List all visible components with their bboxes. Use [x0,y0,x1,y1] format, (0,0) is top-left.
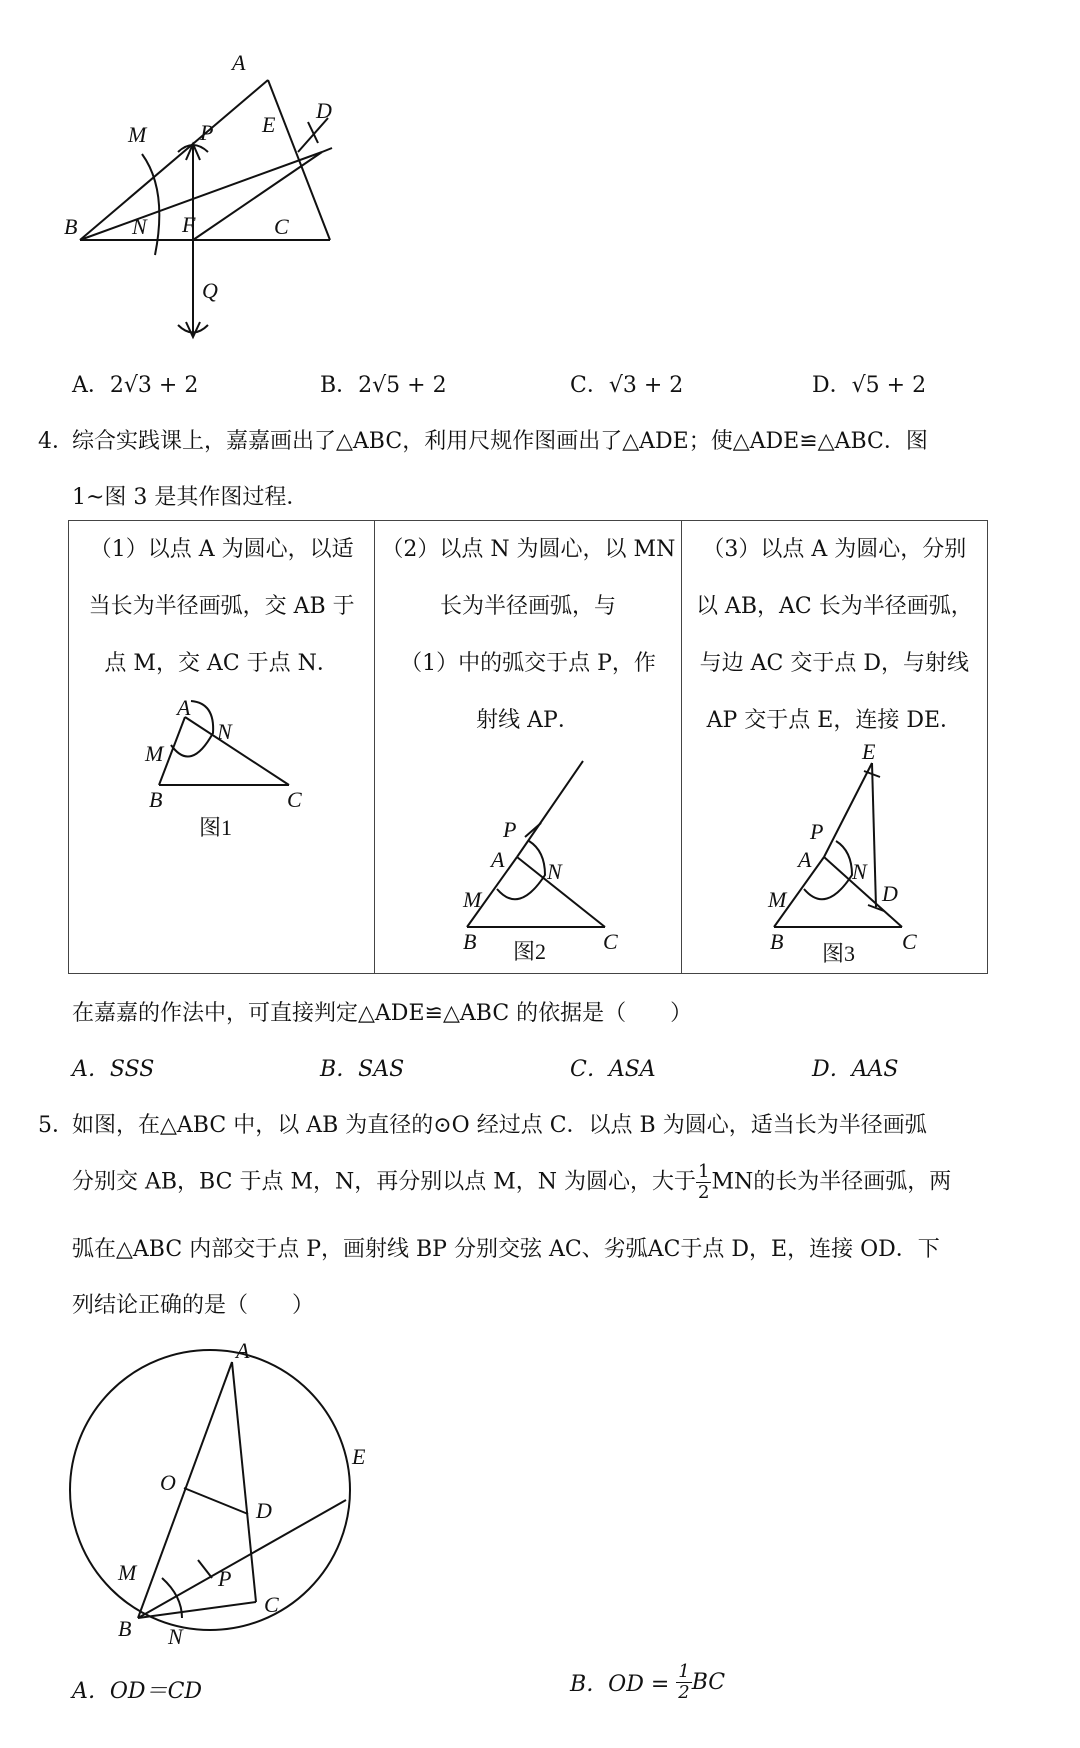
q3-figure [60,40,400,360]
q5-label-o: O [160,1470,176,1495]
q4-step3-line4: AP 交于点 E，连接 DE． [706,708,963,733]
q5-figure [60,1338,366,1649]
q4-figure1 [139,693,339,847]
q4-stem-line1: 综合实践课上，嘉嘉画出了△ABC，利用尺规作图画出了△ADE；使△ADE≌△ABC．图 [72,429,928,454]
q3-label-m: M [128,122,147,147]
q4-fig3-label-c: C [901,929,917,954]
q4-fig2-caption: 图2 [513,939,547,964]
q5-label-d: D [256,1498,272,1523]
q4-fig3-caption: 图3 [821,941,855,966]
q3-label-n: N [132,214,147,239]
q5-line2-a: 分别交 AB，BC 于点 M，N，再分别以点 M，N 为圆心，大于 [72,1169,696,1195]
q4-number: 4． [38,429,74,454]
q3-label-p: P [200,120,214,145]
q4-option-d[interactable]: D．AAS [812,1057,899,1082]
q5-line2-b: MN的长为半径画弧，两 [711,1169,952,1195]
q3-option-d[interactable]: D．√5 + 2 [812,373,927,398]
q4-fig1-label-c: C [287,787,302,812]
q4-step2-cell [375,521,681,974]
q4-figure3 [752,739,962,971]
q4-step3-line1: （3）以点 A 为圆心，分别 [702,537,967,562]
q5-option-a[interactable]: A．OD＝CD [72,1679,203,1704]
q5-option-b[interactable] [570,1662,725,1703]
q4-option-c[interactable]: C．ASA [570,1057,656,1082]
q3-label-e: E [262,112,276,137]
q4-step2-line1: （2）以点 N 为圆心，以 MN [381,537,676,562]
q4-step2-line3: （1）中的弧交于点 P，作 [400,651,656,676]
q4-fig1-label-n: N [217,719,232,744]
q5-label-e: E [352,1444,366,1469]
q4-stem-line2: 1~图 3 是其作图过程． [72,485,309,510]
q5-option-b-suffix: BC [691,1670,726,1695]
q4-fig2-label-m: M [463,887,482,912]
q5-fraction-half [696,1162,711,1203]
q4-fig3-label-b: B [769,929,784,954]
q3-option-c[interactable]: C．√3 + 2 [570,373,684,398]
q4-fig1-label-a: A [177,695,191,720]
q4-step1-line1: （1）以点 A 为圆心，以适 [89,537,354,562]
q4-step3-cell [681,521,987,974]
q4-fig1-label-b: B [149,787,163,812]
q4-fig2-label-c: C [603,929,619,954]
q3-label-d: D [316,98,332,123]
q5-line4: 列结论正确的是（ ） [72,1293,315,1318]
q4-step2-line2: 长为半径画弧，与 [439,594,616,619]
q4-step3-line3: 与边 AC 交于点 D，与射线 [699,651,969,676]
q5-option-b-fraction [676,1662,691,1703]
q4-fig2-label-n: N [547,859,563,884]
q5-label-a: A [236,1338,250,1363]
q5-frac-den: 2 [697,1182,710,1203]
q4-fig3-label-a: A [797,847,812,872]
q5-frac-num: 1 [697,1161,710,1182]
q5-option-b-frac-num: 1 [678,1661,690,1682]
q5-label-p: P [218,1566,232,1591]
q4-fig3-label-p: P [809,819,824,844]
q4-steps-table [68,520,988,974]
q4-fig3-label-n: N [851,859,867,884]
q4-step1-cell [69,521,375,974]
q5-option-b-prefix: B．OD = [570,1672,677,1697]
q4-fig2-label-b: B [463,929,477,954]
q3-option-b[interactable]: B．2√5 + 2 [320,373,447,398]
q5-option-b-frac-den: 2 [678,1682,690,1703]
q4-fig3-label-e: E [861,739,876,764]
q5-label-b: B [118,1616,132,1641]
q5-label-n: N [168,1624,183,1649]
q3-label-q: Q [202,278,218,303]
q5-line3: 弧在△ABC 内部交于点 P，画射线 BP 分别交弦 AC、劣弧AC于点 D，E，连接 OD．下 [72,1237,940,1262]
q4-fig3-label-d: D [881,881,898,906]
q4-option-a[interactable]: A．SSS [72,1057,155,1082]
q5-line1: 如图，在△ABC 中，以 AB 为直径的⊙O 经过点 C．以点 B 为圆心，适当长为半径画弧 [72,1113,927,1138]
q4-question: 在嘉嘉的作法中，可直接判定△ADE≌△ABC 的依据是（ ） [72,1001,693,1026]
q4-option-b[interactable]: B．SAS [320,1057,405,1082]
q4-fig3-label-m: M [767,887,786,912]
q3-label-f: F [182,212,196,237]
q3-option-a[interactable]: A．2√3 + 2 [72,373,199,398]
q4-fig2-label-a: A [491,847,505,872]
q4-figure2 [445,747,655,971]
q3-label-a: A [232,50,246,75]
q4-fig2-label-p: P [503,817,517,842]
q5-label-m: M [118,1560,137,1585]
q4-fig1-caption: 图1 [199,815,233,840]
q5-number: 5． [38,1113,74,1138]
q5-label-c: C [264,1592,279,1617]
q4-fig1-label-m: M [145,741,164,766]
q3-label-b: B [64,214,78,239]
q4-step1-line3: 点 M，交 AC 于点 N． [104,651,339,676]
q5-line2 [72,1162,1052,1203]
q4-step2-line4: 射线 AP． [476,708,580,733]
q4-step3-line2: 以 AB，AC 长为半径画弧， [695,594,973,619]
q3-label-c: C [274,214,289,239]
q4-step1-line2: 当长为半径画弧，交 AB 于 [88,594,355,619]
